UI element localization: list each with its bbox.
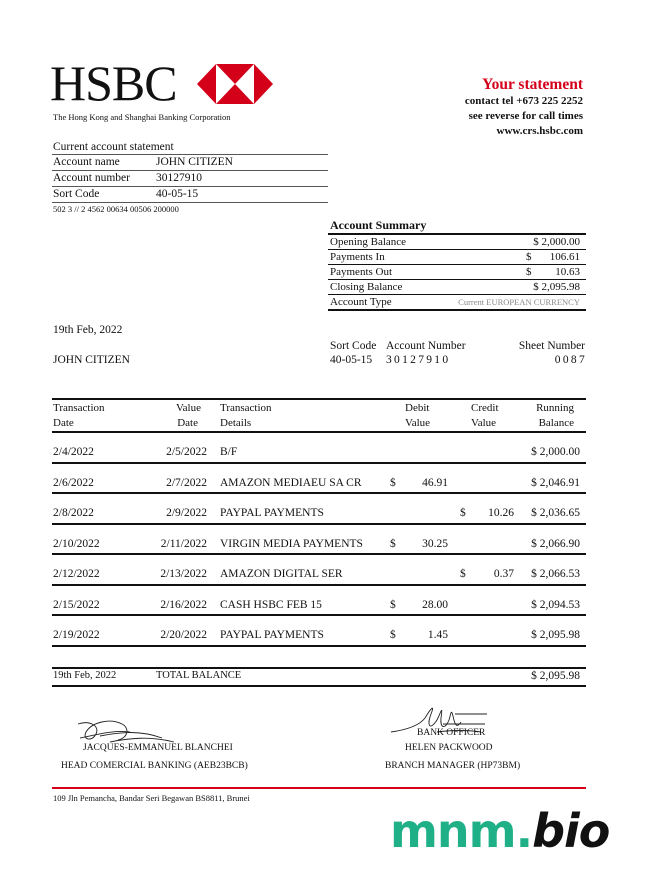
account-number-info: 30127910 (386, 354, 451, 366)
row-date: 2/15/2022 (53, 598, 100, 611)
footer-divider (52, 787, 586, 789)
hsbc-logo-text: HSBC (50, 55, 177, 111)
summary-currency: $ (526, 266, 532, 278)
closing-balance-row (328, 280, 586, 295)
watermark-logo (390, 804, 609, 858)
summary-value: $ 2,000.00 (533, 236, 580, 248)
row-value-date: 2/5/2022 (166, 446, 207, 458)
row-debit: 46.91 (422, 476, 448, 489)
sort-code-value: 40-05-15 (156, 188, 199, 200)
row-value-date: 2/20/2022 (160, 629, 207, 641)
table-row (52, 616, 586, 647)
row-debit: 1.45 (427, 629, 448, 641)
payments-out-row (328, 265, 586, 280)
watermark-part-b: bio (532, 804, 610, 858)
row-debit-symbol: $ (390, 476, 396, 489)
row-debit: 30.25 (422, 537, 448, 550)
account-summary-table (328, 218, 586, 311)
customer-name: JOHN CITIZEN (53, 354, 130, 366)
row-date: 2/19/2022 (53, 629, 100, 641)
row-debit: 28.00 (422, 598, 448, 611)
transactions-header (52, 398, 586, 433)
col-running-balance: Running (536, 402, 574, 414)
col-transaction-details: Transaction (220, 402, 272, 414)
total-label: TOTAL BALANCE (156, 670, 242, 681)
row-details: VIRGIN MEDIA PAYMENTS (220, 537, 363, 550)
reference-code-line: 502 3 // 2 4562 00634 00506 200000 (53, 204, 179, 214)
row-credit-symbol: $ (460, 507, 466, 519)
col-transaction-details-2: Details (220, 417, 252, 429)
summary-label: Payments In (330, 251, 385, 263)
left-signatory-title: HEAD COMERCIAL BANKING (AEB23BCB) (61, 761, 248, 771)
left-signatory-name: JACQUES-EMMANUEL BLANCHEI (83, 743, 233, 753)
row-balance: $ 2,066.53 (531, 568, 580, 580)
right-signatory-title: BRANCH MANAGER (HP73BM) (385, 761, 521, 771)
account-name-label: Account name (53, 156, 120, 168)
summary-label: Closing Balance (330, 281, 403, 293)
sort-code-header: Sort Code (330, 340, 377, 352)
total-value: $ 2,095.98 (531, 670, 580, 682)
table-row (52, 555, 586, 586)
watermark-part-a: mnm. (390, 804, 533, 858)
col-transaction-date-2: Date (53, 417, 74, 429)
row-debit-symbol: $ (390, 598, 396, 611)
sort-code-label: Sort Code (53, 188, 100, 200)
row-value-date: 2/16/2022 (160, 598, 207, 611)
row-details: CASH HSBC FEB 15 (220, 598, 322, 611)
col-credit: Credit (471, 402, 499, 414)
row-value-date: 2/13/2022 (160, 568, 207, 580)
table-row (52, 586, 586, 617)
row-balance: $ 2,000.00 (531, 446, 580, 458)
summary-label: Payments Out (330, 266, 393, 278)
sheet-number-info: 0087 (554, 354, 587, 366)
row-date: 2/12/2022 (53, 568, 100, 580)
col-running-balance-2: Balance (538, 417, 574, 429)
row-details: PAYPAL PAYMENTS (220, 629, 324, 641)
row-date: 2/10/2022 (53, 537, 100, 550)
account-details-table (52, 154, 328, 203)
sheet-number-header: Sheet Number (518, 340, 585, 352)
row-details: AMAZON MEDIAEU SA CR (220, 476, 362, 489)
row-balance: $ 2,094.53 (531, 598, 580, 611)
contact-phone: contact tel +673 225 2252 (464, 95, 583, 107)
col-value-date-2: Date (177, 417, 198, 429)
branch-address: 109 Jln Pemancha, Bandar Seri Begawan BS8811, Brunei (53, 793, 250, 803)
col-debit-2: Value (405, 417, 431, 429)
row-details: PAYPAL PAYMENTS (220, 507, 324, 519)
col-transaction-date: Transaction (53, 402, 105, 414)
summary-label: Opening Balance (330, 236, 407, 248)
bank-subtitle: The Hong Kong and Shanghai Banking Corporation (53, 112, 231, 122)
table-row (52, 525, 586, 556)
account-type-value: Current EUROPEAN CURRENCY (458, 297, 580, 307)
row-credit: 0.37 (493, 568, 514, 580)
summary-value: 10.63 (555, 266, 580, 278)
summary-value: 106.61 (549, 251, 580, 263)
row-details: AMAZON DIGITAL SER (220, 568, 343, 580)
row-value-date: 2/9/2022 (166, 507, 207, 519)
statement-heading: Your statement (482, 76, 583, 93)
total-balance-row (52, 667, 586, 687)
account-number-label: Account number (53, 172, 130, 184)
total-date: 19th Feb, 2022 (53, 670, 117, 681)
payments-in-row (328, 250, 586, 265)
row-debit-symbol: $ (390, 537, 396, 550)
row-credit-symbol: $ (460, 568, 466, 580)
account-summary-title: Account Summary (328, 218, 586, 235)
statement-date: 19th Feb, 2022 (53, 324, 123, 336)
account-type-row (328, 295, 586, 311)
row-balance: $ 2,066.90 (531, 537, 580, 550)
table-row (52, 494, 586, 525)
table-row (52, 433, 586, 464)
row-credit: 10.26 (488, 507, 514, 519)
account-name-row (52, 154, 328, 171)
table-row (52, 464, 586, 495)
opening-balance-row (328, 235, 586, 250)
row-details: B/F (220, 446, 238, 458)
row-balance: $ 2,095.98 (531, 629, 580, 641)
row-debit-symbol: $ (390, 629, 396, 641)
row-balance: $ 2,046.91 (531, 476, 580, 489)
col-credit-2: Value (471, 417, 497, 429)
row-date: 2/8/2022 (53, 507, 94, 519)
row-date: 2/4/2022 (53, 446, 94, 458)
transactions-table (52, 398, 586, 647)
account-number-row (52, 171, 328, 187)
right-signatory-name: HELEN PACKWOOD (405, 743, 493, 753)
row-value-date: 2/7/2022 (166, 476, 207, 489)
account-statement-title: Current account statement (53, 141, 174, 153)
account-type-label: Account Type (330, 296, 392, 308)
sort-code-info: 40-05-15 (330, 354, 373, 366)
col-value-date: Value (175, 402, 201, 414)
website-link[interactable]: www.crs.hsbc.com (496, 125, 583, 137)
account-name-value: JOHN CITIZEN (156, 156, 233, 168)
account-number-header: Account Number (386, 340, 466, 352)
right-signatory-role: BANK OFFICER (417, 728, 486, 738)
row-balance: $ 2,036.65 (531, 507, 580, 519)
row-date: 2/6/2022 (53, 476, 94, 489)
summary-value: $ 2,095.98 (533, 281, 580, 293)
row-value-date: 2/11/2022 (160, 537, 207, 550)
summary-currency: $ (526, 251, 532, 263)
sort-code-row (52, 187, 328, 203)
hsbc-hexagon-logo-icon (197, 64, 273, 104)
reverse-note: see reverse for call times (468, 110, 583, 122)
col-debit: Debit (405, 402, 430, 414)
account-number-value: 30127910 (156, 172, 202, 184)
